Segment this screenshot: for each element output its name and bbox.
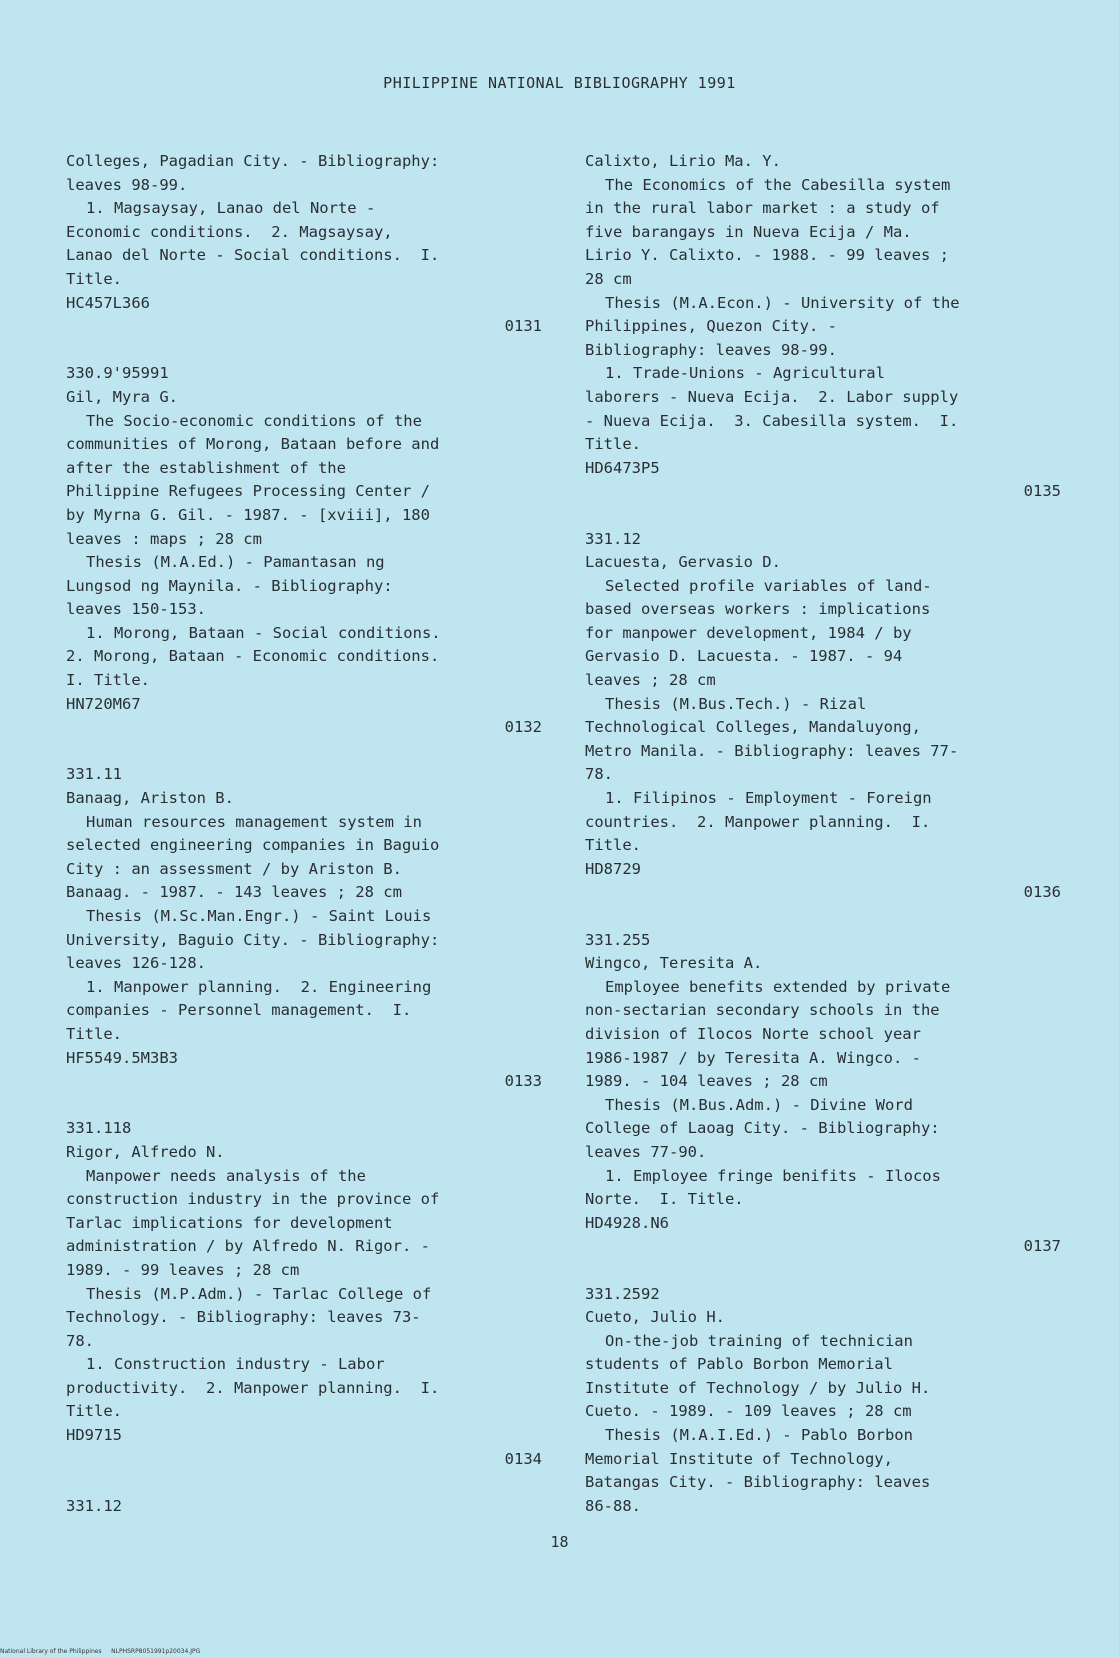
entry-line: 1. Construction industry - Labor — [86, 1355, 385, 1374]
entry-line: On-the-job training of technician — [605, 1331, 913, 1350]
record-number: 0136 — [1023, 883, 1061, 902]
entry-line: Technological Colleges, Mandaluyong, — [585, 718, 921, 737]
entry-line: based overseas workers : implications — [585, 600, 931, 619]
entry-line: HD8729 — [585, 859, 641, 878]
record-number: 0131 — [504, 317, 542, 336]
entry-line: Gervasio D. Lacuesta. - 1987. - 94 — [585, 647, 903, 666]
entry-line: Title. — [66, 269, 122, 288]
entry-line: Lungsod ng Maynila. - Bibliography: — [66, 576, 393, 595]
record-number: 0133 — [504, 1072, 542, 1091]
entry-line: Title. — [66, 1024, 122, 1043]
entry-line: 331.12 — [585, 529, 641, 548]
entry-line: Philippine Refugees Processing Center / — [66, 482, 430, 501]
record-number: 0137 — [1023, 1237, 1061, 1256]
entry-line: Selected profile variables of land- — [605, 576, 932, 595]
entry-line: University, Baguio City. - Bibliography: — [66, 930, 440, 949]
entry-line: Thesis (M.P.Adm.) - Tarlac College of — [86, 1284, 432, 1303]
entry-line: Thesis (M.Bus.Tech.) - Rizal — [605, 694, 867, 713]
entry-line: construction industry in the province of — [66, 1190, 440, 1209]
entry-line: 331.118 — [66, 1119, 132, 1138]
entry-gap — [585, 1259, 1061, 1283]
page-header: PHILIPPINE NATIONAL BIBLIOGRAPHY 1991 — [383, 74, 736, 92]
entry-line: leaves 126-128. — [66, 954, 206, 973]
entry-line: Lirio Y. Calixto. - 1988. - 99 leaves ; — [585, 246, 949, 265]
entry-line: City : an assessment / by Ariston B. — [66, 859, 402, 878]
entry-line: 1989. - 99 leaves ; 28 cm — [66, 1260, 300, 1279]
entry-gap — [66, 1471, 542, 1495]
entry-line: 330.9'95991 — [66, 364, 169, 383]
entry-line: The Socio-economic conditions of the — [86, 411, 422, 430]
entry-line: Economic conditions. 2. Magsaysay, — [66, 222, 393, 241]
entry-line: 1986-1987 / by Teresita A. Wingco. - — [585, 1048, 921, 1067]
entry-line: HD4928.N6 — [585, 1213, 669, 1232]
entry-line: Thesis (M.Sc.Man.Engr.) - Saint Louis — [86, 907, 432, 925]
entry-line: leaves 98-99. — [66, 175, 188, 194]
entry-line: 1. Filipinos - Employment - Foreign — [605, 789, 932, 808]
entry-line: Metro Manila. - Bibliography: leaves 77- — [585, 741, 959, 760]
entry-line: Cueto. - 1989. - 109 leaves ; 28 cm — [585, 1402, 912, 1421]
entry-line: Banaag. - 1987. - 143 leaves ; 28 cm — [66, 883, 402, 902]
entry-line: Cueto, Julio H. — [585, 1308, 725, 1327]
entry-line: Thesis (M.A.I.Ed.) - Pablo Borbon — [605, 1426, 913, 1445]
entry-line: 1. Trade-Unions - Agricultural — [605, 364, 885, 383]
entry-line: College of Laoag City. - Bibliography: — [585, 1119, 940, 1138]
entry-line: Memorial Institute of Technology, — [585, 1449, 893, 1468]
record-number: 0134 — [504, 1449, 542, 1468]
right-column — [585, 150, 1061, 1518]
entry-line: 331.2592 — [585, 1284, 660, 1303]
page-number: 18 — [550, 1533, 569, 1551]
footer-file: NLPHSRP8051991p20034.JPG — [111, 1648, 201, 1655]
entry-line: for manpower development, 1984 / by — [585, 623, 912, 642]
entry-line: laborers - Nueva Ecija. 2. Labor supply — [585, 387, 959, 406]
entry-line: HF5549.5M3B3 — [66, 1048, 178, 1067]
entry-line: HD6473P5 — [585, 458, 660, 477]
entry-line: Bibliography: leaves 98-99. — [585, 340, 837, 359]
entry-line: Thesis (M.A.Econ.) - University of the — [605, 293, 960, 312]
entry-line: 331.12 — [66, 1496, 122, 1515]
entry-line: The Economics of the Cabesilla system — [605, 175, 951, 194]
entry-line: 1. Manpower planning. 2. Engineering — [86, 977, 432, 996]
entry-gap — [66, 1094, 542, 1118]
footer-library: National Library of the Philippines — [0, 1648, 102, 1655]
entry-line: Human resources management system in — [86, 812, 422, 831]
entry-line: Banaag, Ariston B. — [66, 789, 234, 808]
entry-line: I. Title. — [66, 671, 150, 690]
entry-line: HC457L366 — [66, 293, 150, 312]
entry-gap — [66, 339, 542, 363]
entry-line: Title. — [585, 836, 641, 855]
entry-line: Thesis (M.Bus.Adm.) - Divine Word — [605, 1095, 913, 1114]
entry-line: Lanao del Norte - Social conditions. I. — [66, 246, 440, 265]
entry-line: 1. Employee fringe benifits - Ilocos — [605, 1166, 941, 1185]
entry-line: Colleges, Pagadian City. - Bibliography: — [66, 152, 440, 170]
entry-line: administration / by Alfredo N. Rigor. - — [66, 1237, 430, 1256]
entry-line: 331.255 — [585, 930, 651, 949]
entry-line: selected engineering companies in Baguio — [66, 836, 440, 855]
entry-line: companies - Personnel management. I. — [66, 1001, 412, 1020]
entry-line: productivity. 2. Manpower planning. I. — [66, 1378, 440, 1397]
scan-footer — [0, 1648, 200, 1656]
entry-line: countries. 2. Manpower planning. I. — [585, 812, 931, 831]
entry-line: HN720M67 — [66, 694, 141, 713]
entry-line: leaves 150-153. — [66, 600, 206, 619]
entry-line: Batangas City. - Bibliography: leaves — [585, 1473, 931, 1492]
entry-gap — [66, 740, 542, 764]
entry-line: Employee benefits extended by private — [605, 977, 951, 996]
entry-line: Thesis (M.A.Ed.) - Pamantasan ng — [86, 553, 385, 572]
entry-line: Philippines, Quezon City. - — [585, 317, 837, 336]
entry-line: 1. Magsaysay, Lanao del Norte - — [86, 199, 376, 218]
entry-line: 86-88. — [585, 1496, 641, 1515]
entry-line: Institute of Technology / by Julio H. — [585, 1378, 931, 1397]
entry-line: Technology. - Bibliography: leaves 73- — [66, 1308, 421, 1327]
entry-line: five barangays in Nueva Ecija / Ma. — [585, 222, 912, 241]
entry-line: Gil, Myra G. — [66, 387, 178, 406]
entry-line: in the rural labor market : a study of — [585, 199, 940, 218]
entry-gap — [585, 504, 1061, 528]
entry-line: leaves ; 28 cm — [585, 671, 716, 690]
entry-line: Tarlac implications for development — [66, 1213, 393, 1232]
entry-line: leaves 77-90. — [585, 1142, 707, 1161]
entry-line: Norte. I. Title. — [585, 1190, 744, 1209]
entry-line: after the establishment of the — [66, 458, 346, 477]
entry-line: leaves : maps ; 28 cm — [66, 529, 262, 548]
entry-line: Wingco, Teresita A. — [585, 954, 763, 973]
record-number: 0135 — [1023, 482, 1061, 501]
entry-line: 1. Morong, Bataan - Social conditions. — [86, 623, 441, 642]
entry-line: division of Ilocos Norte school year — [585, 1024, 921, 1043]
entry-gap — [585, 905, 1061, 929]
left-column — [66, 150, 542, 1518]
entry-line: - Nueva Ecija. 3. Cabesilla system. I. — [585, 411, 959, 430]
entry-line: non-sectarian secondary schools in the — [585, 1001, 940, 1020]
entry-line: Rigor, Alfredo N. — [66, 1142, 225, 1161]
entry-line: HD9715 — [66, 1426, 122, 1445]
entry-line: 78. — [66, 1331, 94, 1350]
entry-line: Title. — [66, 1402, 122, 1421]
entry-line: 78. — [585, 765, 613, 784]
entry-line: 331.11 — [66, 765, 122, 784]
entry-line: 28 cm — [585, 269, 632, 288]
record-number: 0132 — [504, 718, 542, 737]
entry-line: by Myrna G. Gil. - 1987. - [xviii], 180 — [66, 505, 430, 524]
entry-line: Calixto, Lirio Ma. Y. — [585, 152, 781, 170]
entry-line: Title. — [585, 435, 641, 454]
entry-line: Manpower needs analysis of the — [86, 1166, 366, 1185]
entry-line: students of Pablo Borbon Memorial — [585, 1355, 893, 1374]
entry-line: Lacuesta, Gervasio D. — [585, 553, 781, 572]
entry-line: 2. Morong, Bataan - Economic conditions. — [66, 647, 440, 666]
entry-line: 1989. - 104 leaves ; 28 cm — [585, 1072, 828, 1091]
entry-line: communities of Morong, Bataan before and — [66, 435, 440, 454]
